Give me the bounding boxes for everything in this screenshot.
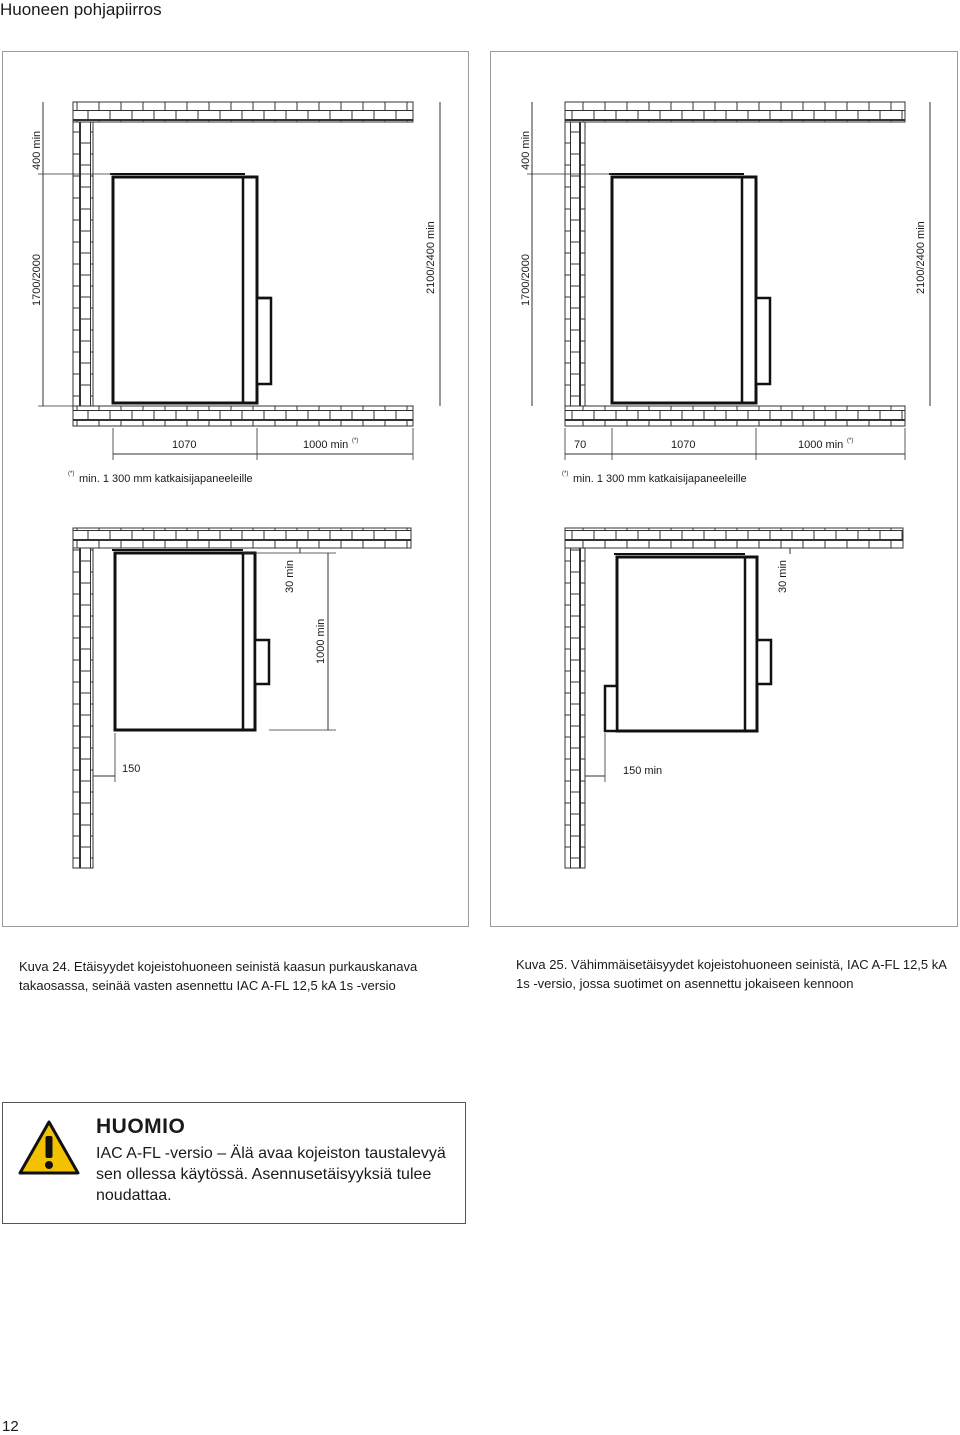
dim-1000-min: 1000 min: [303, 439, 349, 451]
figure-bottom-left: [73, 528, 411, 868]
wall-top: [73, 102, 413, 122]
dim-30-min: 30 min: [284, 559, 296, 593]
wall-top: [73, 528, 411, 548]
wall-top: [565, 102, 905, 122]
figure-top-right: [520, 102, 930, 485]
dim-1000-min: 1000 min: [798, 439, 844, 451]
page-number: 12: [2, 1418, 19, 1435]
switchgear-handle: [756, 298, 770, 384]
caption-kuva-25: Kuva 25. Vähimmäisetäisyydet kojeistohuoneen seinistä, IAC A-FL 12,5 kA 1s -versio, jossa suotimet on asennettu jokaiseen kennoon: [516, 957, 947, 991]
dim-2100-2400: 2100/2400 min: [425, 221, 437, 294]
warning-title: HUOMIO: [96, 1115, 186, 1138]
footnote-mark: (*): [847, 438, 854, 444]
dim-400-min: 400 min: [31, 130, 43, 170]
switchgear-handle: [257, 298, 271, 384]
wall-left: [565, 548, 585, 868]
wall-left: [565, 122, 585, 406]
wall-top: [565, 528, 903, 548]
wall-left: [73, 122, 93, 406]
page-title: Huoneen pohjapiirros: [0, 0, 162, 19]
filter-unit: [605, 686, 617, 731]
switchgear-body: [612, 177, 756, 403]
switchgear-body: [617, 557, 757, 731]
warning-text: IAC A-FL -versio – Älä avaa kojeiston taustalevyä sen ollessa käytössä. Asennusetäisyyksiä tulee noudattaa.: [96, 1145, 446, 1204]
dim-1070: 1070: [172, 439, 197, 451]
wall-left: [73, 548, 93, 868]
dim-150: 150: [122, 763, 141, 775]
dim-1070: 1070: [671, 439, 696, 451]
warning-box: [2, 1102, 466, 1224]
dim-150-min: 150 min: [623, 765, 663, 777]
wall-bottom: [565, 406, 905, 426]
warning-triangle-icon: [17, 1119, 81, 1177]
switchgear-handle: [757, 640, 771, 684]
switchgear-body: [113, 177, 257, 403]
dim-1700-2000: 1700/2000: [31, 254, 43, 306]
figure-bottom-right: [565, 528, 903, 868]
footnote-text: min. 1 300 mm katkaisijapaneeleille: [79, 473, 253, 485]
dim-70: 70: [574, 439, 587, 451]
figure-top-left: [31, 102, 440, 485]
dim-1700-2000: 1700/2000: [520, 254, 532, 306]
footnote-mark: (*): [352, 438, 359, 444]
wall-bottom: [73, 406, 413, 426]
switchgear-handle: [255, 640, 269, 684]
footnote-mark: (*): [562, 471, 569, 477]
dim-2100-2400: 2100/2400 min: [915, 221, 927, 294]
footnote-mark: (*): [68, 471, 75, 477]
dim-1000-min: 1000 min: [315, 618, 327, 664]
dim-400-min: 400 min: [520, 130, 532, 170]
footnote-text: min. 1 300 mm katkaisijapaneeleille: [573, 473, 747, 485]
caption-kuva-24: Kuva 24. Etäisyydet kojeistohuoneen seinistä kaasun purkauskanava takaosassa, seinää vasten asennettu IAC A-FL 12,5 kA 1s -versio: [19, 959, 418, 993]
switchgear-body: [115, 553, 255, 730]
dim-30-min: 30 min: [777, 559, 789, 593]
